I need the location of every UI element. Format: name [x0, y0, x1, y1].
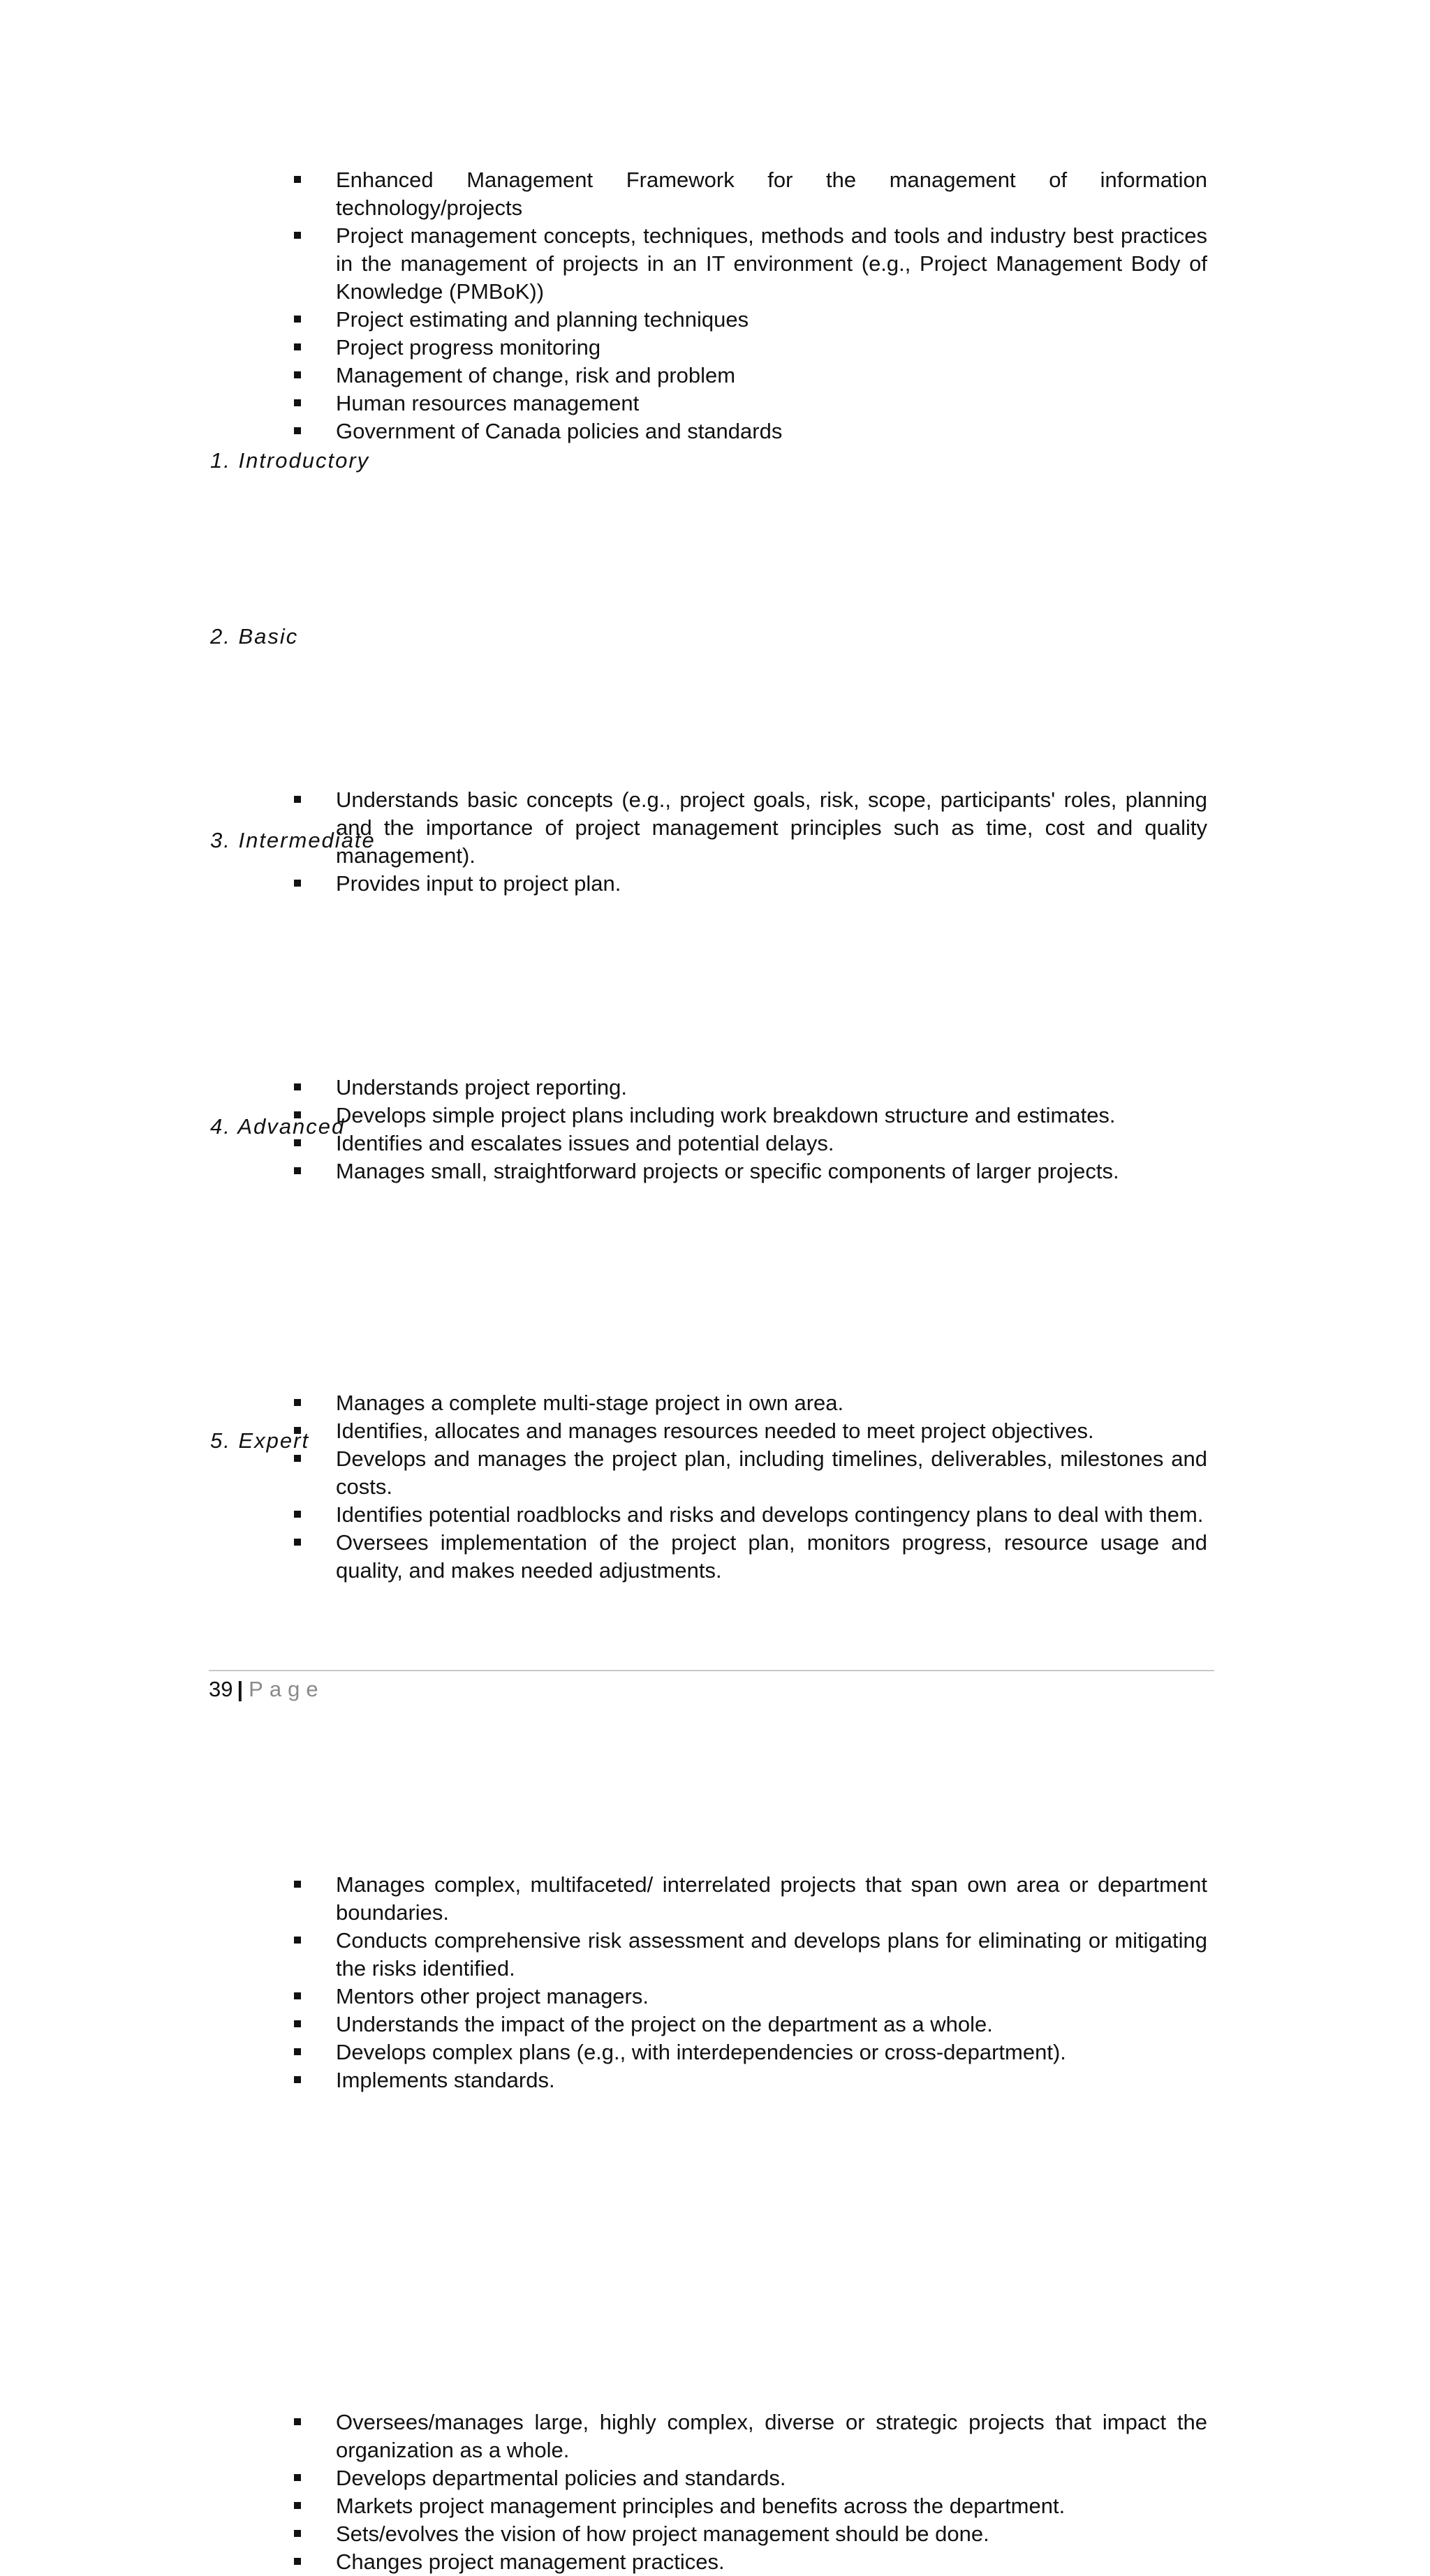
square-bullet-icon	[294, 232, 301, 239]
list-item	[0, 2038, 1207, 2066]
square-bullet-icon	[294, 2502, 301, 2509]
list-item	[0, 222, 1207, 306]
intermediate-list	[0, 1389, 1430, 1585]
list-item-text: Project management concepts, techniques, methods and tools and industry best practices in the management of projects in an IT environment (e.g., Project Management Body of Knowledge (PMBoK))	[336, 223, 1207, 304]
list-item	[0, 1389, 1207, 1417]
list-item-text: Oversees implementation of the project plan, monitors progress, resource usage and quality, and makes needed adjustments.	[336, 1530, 1207, 1583]
square-bullet-icon	[294, 1399, 301, 1406]
list-item	[0, 390, 1207, 417]
list-item-text: Manages a complete multi-stage project in own area.	[336, 1391, 844, 1415]
list-item	[0, 1983, 1207, 2011]
list-item-text: Identifies and escalates issues and potential delays.	[336, 1131, 834, 1155]
page-number: 39	[209, 1677, 233, 1701]
list-item-text: Understands project reporting.	[336, 1075, 628, 1100]
page-label: Page	[249, 1677, 325, 1701]
square-bullet-icon	[294, 1455, 301, 1462]
list-item-text: Conducts comprehensive risk assessment and develops plans for eliminating or mitigating the risks identified.	[336, 1928, 1207, 1981]
square-bullet-icon	[294, 2076, 301, 2083]
square-bullet-icon	[294, 2530, 301, 2537]
list-item-text: Understands basic concepts (e.g., project goals, risk, scope, participants' roles, planning and the importance of project management principles such as time, cost and quality management).	[336, 787, 1207, 868]
list-item-text: Human resources management	[336, 391, 640, 415]
list-item-text: Manages small, straightforward projects or specific components of larger projects.	[336, 1159, 1119, 1183]
list-item	[0, 417, 1207, 445]
list-item	[0, 166, 1207, 222]
list-item	[0, 1529, 1207, 1585]
square-bullet-icon	[294, 371, 301, 378]
square-bullet-icon	[294, 796, 301, 803]
list-item-text: Identifies, allocates and manages resources needed to meet project objectives.	[336, 1419, 1094, 1443]
list-item	[0, 2520, 1207, 2548]
square-bullet-icon	[294, 1167, 301, 1174]
list-item	[0, 1501, 1207, 1529]
square-bullet-icon	[294, 1083, 301, 1090]
list-item	[0, 2011, 1207, 2038]
list-item	[0, 2464, 1207, 2492]
square-bullet-icon	[294, 427, 301, 434]
list-item-text: Project progress monitoring	[336, 335, 601, 360]
square-bullet-icon	[294, 880, 301, 887]
level-heading-intermediate: 3. Intermediate	[210, 828, 376, 852]
square-bullet-icon	[294, 316, 301, 323]
square-bullet-icon	[294, 1937, 301, 1944]
footer-divider	[209, 1670, 1214, 1671]
footer-separator: |	[237, 1677, 244, 1701]
list-item	[0, 1871, 1207, 1927]
list-item	[0, 2066, 1207, 2094]
knowledge-areas-list	[0, 166, 1430, 445]
list-item-text: Develops departmental policies and standards.	[336, 2466, 786, 2490]
list-item-text: Develops and manages the project plan, including timelines, deliverables, milestones and costs.	[336, 1446, 1207, 1499]
level-heading-expert: 5. Expert	[210, 1428, 310, 1453]
list-item	[0, 1927, 1207, 1983]
list-item-text: Develops complex plans (e.g., with interdependencies or cross-department).	[336, 2040, 1066, 2064]
list-item	[0, 1157, 1207, 1185]
page-footer	[209, 1675, 325, 1703]
list-item-text: Identifies potential roadblocks and risks and develops contingency plans to deal with them.	[336, 1502, 1204, 1527]
list-item-text: Manages complex, multifaceted/ interrelated projects that span own area or department boundaries.	[336, 1872, 1207, 1925]
list-item-text: Understands the impact of the project on the department as a whole.	[336, 2012, 993, 2036]
level-heading-advanced: 4. Advanced	[210, 1114, 346, 1139]
list-item-text: Sets/evolves the vision of how project management should be done.	[336, 2522, 989, 2546]
list-item-text: Develops simple project plans including work breakdown structure and estimates.	[336, 1103, 1116, 1127]
list-item-text: Project estimating and planning techniques	[336, 307, 749, 332]
square-bullet-icon	[294, 1881, 301, 1888]
list-item	[0, 2548, 1207, 2576]
list-item-text: Changes project management practices.	[336, 2549, 725, 2574]
square-bullet-icon	[294, 343, 301, 350]
square-bullet-icon	[294, 2474, 301, 2481]
list-item-text: Markets project management principles and benefits across the department.	[336, 2494, 1066, 2518]
list-item-text: Government of Canada policies and standards	[336, 419, 783, 443]
list-item	[0, 870, 1207, 898]
list-item-text: Implements standards.	[336, 2068, 555, 2092]
list-item	[0, 2408, 1207, 2464]
square-bullet-icon	[294, 1992, 301, 1999]
list-item	[0, 2492, 1207, 2520]
level-heading-basic: 2. Basic	[210, 624, 299, 649]
square-bullet-icon	[294, 2558, 301, 2565]
list-item	[0, 1074, 1207, 1102]
list-item-text: Provides input to project plan.	[336, 871, 621, 896]
square-bullet-icon	[294, 399, 301, 406]
level-heading-introductory: 1. Introductory	[210, 448, 370, 473]
list-item-text: Management of change, risk and problem	[336, 363, 736, 387]
advanced-list	[0, 1871, 1430, 2094]
list-item	[0, 306, 1207, 334]
square-bullet-icon	[294, 176, 301, 183]
square-bullet-icon	[294, 2048, 301, 2055]
square-bullet-icon	[294, 1511, 301, 1518]
list-item-text: Oversees/manages large, highly complex, diverse or strategic projects that impact the organization as a whole.	[336, 2410, 1207, 2462]
list-item	[0, 334, 1207, 362]
list-item	[0, 362, 1207, 390]
list-item-text: Mentors other project managers.	[336, 1984, 649, 2008]
square-bullet-icon	[294, 2020, 301, 2027]
square-bullet-icon	[294, 2418, 301, 2425]
expert-list	[0, 2408, 1430, 2576]
square-bullet-icon	[294, 1539, 301, 1546]
list-item-text: Enhanced Management Framework for the management of information technology/projects	[336, 168, 1207, 220]
